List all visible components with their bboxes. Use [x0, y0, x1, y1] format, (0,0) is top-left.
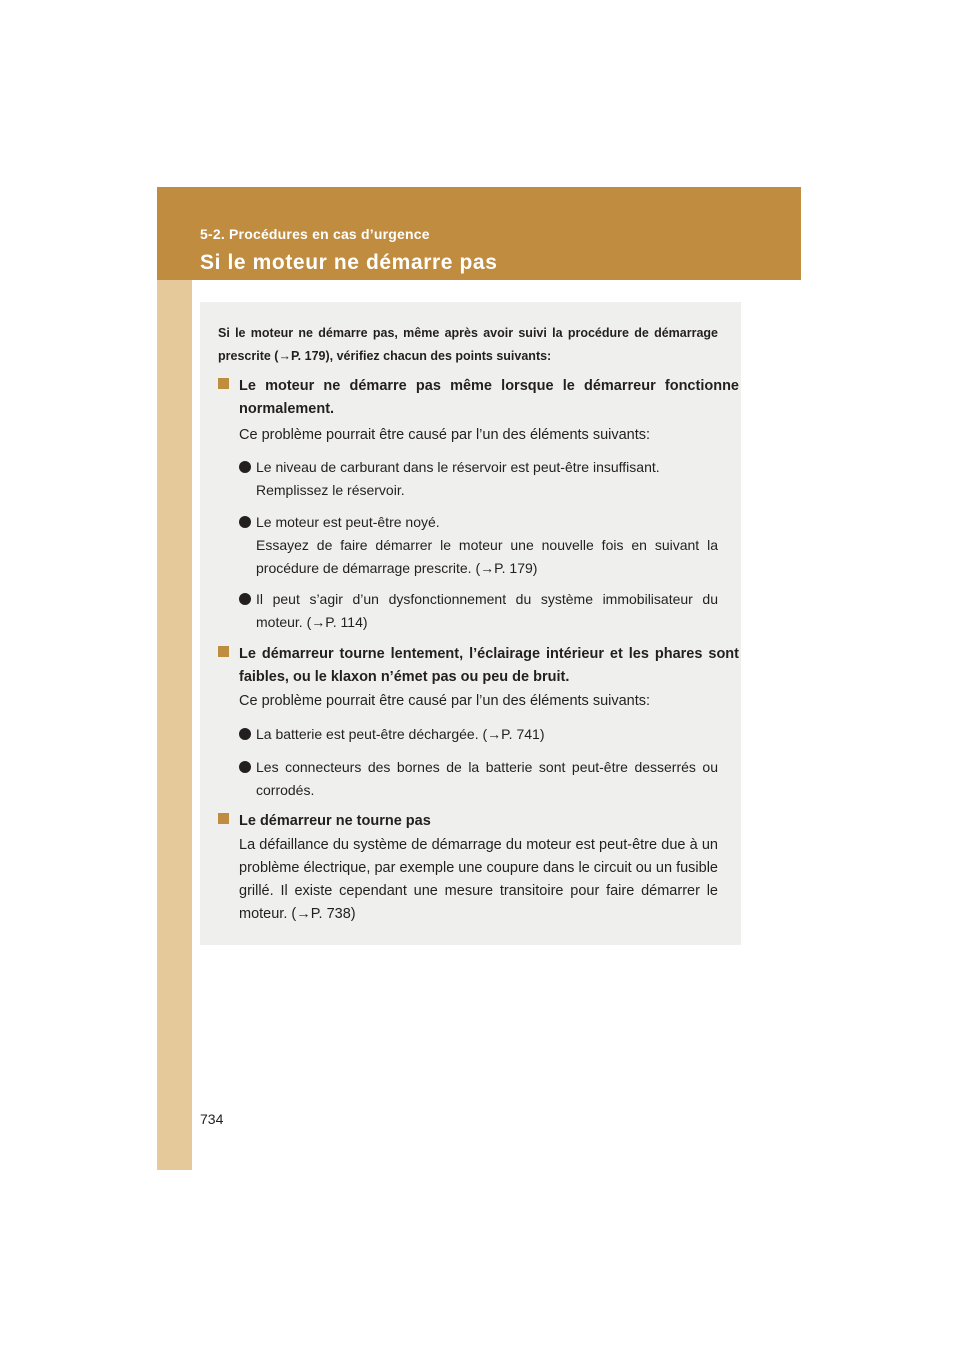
round-bullet-icon — [239, 593, 251, 605]
list-item-line: Remplissez le réservoir. — [256, 482, 405, 498]
list-item-line: Essayez de faire démarrer le moteur une nouvelle fois en suivant la procédure de démarrage prescrite. (→P. 179) — [256, 537, 718, 576]
section-text: La défaillance du système de démarrage du moteur est peut-être due à un problème électrique, par exemple une coupure dans le circuit ou un fusible grillé. Il existe cependant une mesure transitoire pour faire démarrer le moteur. (→P. 738) — [239, 837, 718, 922]
section-heading-text: Le moteur ne démarre pas même lorsque le démarreur fonctionne normalement. — [239, 378, 739, 417]
page-title: Si le moteur ne démarre pas — [200, 251, 498, 274]
section-text: Ce problème pourrait être causé par l’un des éléments suivants: — [239, 693, 651, 709]
list-item — [239, 756, 718, 802]
section-heading-text: Le démarreur tourne lentement, l’éclairage intérieur et les phares sont faibles, ou le klaxon n’émet pas ou peu de bruit. — [239, 646, 739, 685]
page-number: 734 — [200, 1111, 224, 1127]
section-heading — [218, 375, 739, 421]
square-bullet-icon — [218, 813, 229, 824]
section-heading-text: Le démarreur ne tourne pas — [239, 813, 431, 829]
intro-paragraph: Si le moteur ne démarre pas, même après avoir suivi la procédure de démarrage prescrite (→P. 179), vérifiez chacun des points suivants: — [218, 326, 718, 363]
square-bullet-icon — [218, 646, 229, 657]
round-bullet-icon — [239, 516, 251, 528]
section-heading — [218, 810, 739, 833]
section-text: Ce problème pourrait être causé par l’un des éléments suivants: — [239, 427, 651, 443]
list-item-line: Le moteur est peut-être noyé. — [256, 514, 440, 530]
list-item — [239, 588, 718, 634]
list-item-line: Les connecteurs des bornes de la batterie sont peut-être desserrés ou corrodés. — [256, 759, 718, 798]
round-bullet-icon — [239, 728, 251, 740]
round-bullet-icon — [239, 761, 251, 773]
round-bullet-icon — [239, 461, 251, 473]
list-item-line: La batterie est peut-être déchargée. (→P. 741) — [256, 726, 545, 742]
list-item-line: Le niveau de carburant dans le réservoir est peut-être insuffisant. — [256, 459, 660, 475]
breadcrumb: 5-2. Procédures en cas d’urgence — [200, 226, 430, 242]
list-item — [239, 511, 718, 580]
side-margin-strip — [157, 187, 192, 1170]
list-item-line: Il peut s’agir d’un dysfonctionnement du système immobilisateur du moteur. (→P. 114) — [256, 591, 718, 630]
square-bullet-icon — [218, 378, 229, 389]
list-item — [239, 456, 718, 502]
list-item — [239, 723, 718, 746]
section-heading — [218, 643, 739, 689]
